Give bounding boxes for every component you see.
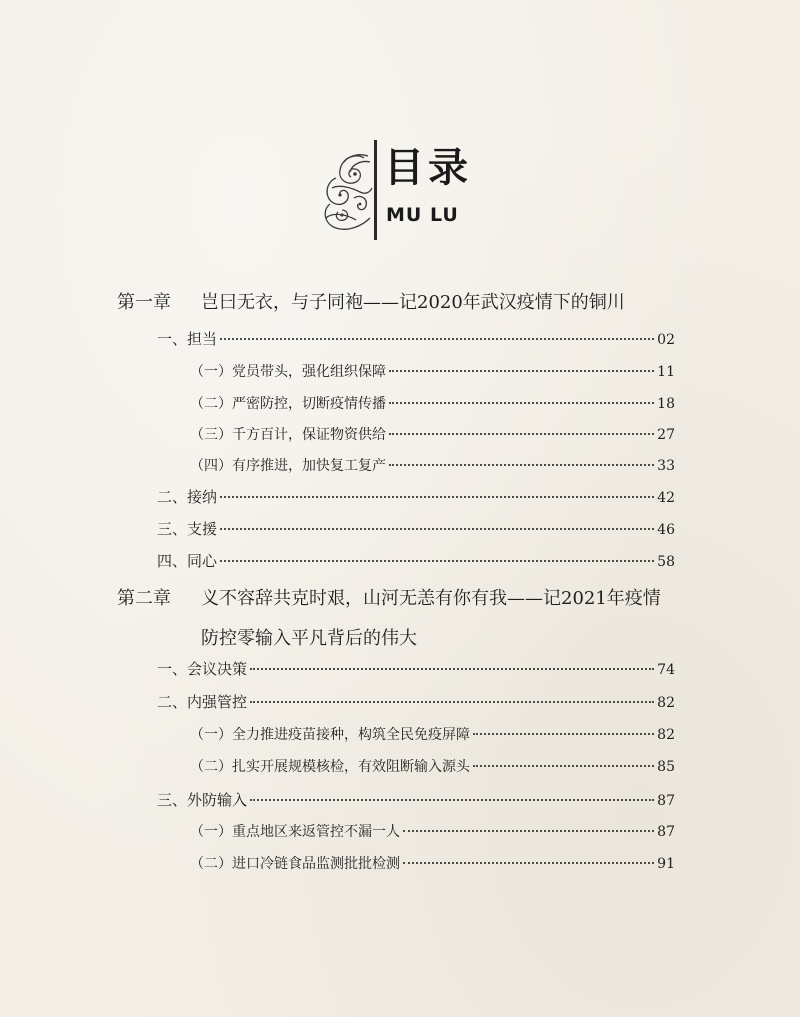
- toc-entry[interactable]: [157, 552, 675, 571]
- cloud-scroll-ornament-icon: [318, 148, 376, 236]
- toc-entry[interactable]: [157, 488, 675, 507]
- leader-dots: [389, 370, 654, 372]
- page-title: 目录: [384, 145, 472, 191]
- leader-dots: [403, 862, 654, 864]
- entry-page-number: 91: [657, 856, 675, 872]
- toc-header: [318, 140, 518, 245]
- entry-label: （一）全力推进疫苗接种，构筑全民免疫屏障: [190, 727, 470, 743]
- toc-entry[interactable]: [157, 520, 675, 539]
- entry-label: 二、内强管控: [157, 693, 248, 711]
- entry-label: （一）党员带头，强化组织保障: [190, 364, 386, 380]
- entry-label: 一、担当: [157, 330, 218, 348]
- entry-page-number: 82: [657, 727, 675, 743]
- leader-dots: [389, 464, 654, 466]
- entry-page-number: 42: [657, 490, 675, 506]
- toc-entry[interactable]: [190, 457, 675, 475]
- leader-dots: [403, 830, 654, 832]
- entry-label: （二）严密防控，切断疫情传播: [190, 396, 386, 412]
- leader-dots: [220, 338, 654, 340]
- entry-label: （二）进口冷链食品监测批批检测: [190, 856, 400, 872]
- entry-label: 三、支援: [157, 520, 218, 538]
- leader-dots: [473, 733, 654, 735]
- chapter-title: 岂曰无衣，与子同袍——记2020年武汉疫情下的铜川: [201, 292, 625, 313]
- entry-page-number: 87: [657, 793, 675, 809]
- leader-dots: [389, 402, 654, 404]
- entry-page-number: 02: [657, 332, 675, 348]
- toc-entry[interactable]: [190, 855, 675, 873]
- entry-page-number: 33: [657, 458, 675, 474]
- toc-entry[interactable]: [190, 726, 675, 744]
- toc-entry[interactable]: [190, 363, 675, 381]
- toc-entry[interactable]: [190, 823, 675, 841]
- entry-page-number: 58: [657, 554, 675, 570]
- entry-page-number: 74: [657, 662, 675, 678]
- leader-dots: [250, 668, 654, 670]
- toc-entry[interactable]: [157, 660, 675, 679]
- toc-entry[interactable]: [157, 693, 675, 712]
- entry-page-number: 46: [657, 522, 675, 538]
- chapter-title-continuation: 防控零输入平凡背后的伟大: [201, 628, 417, 649]
- page-subtitle: MU LU: [386, 204, 459, 226]
- entry-label: （四）有序推进，加快复工复产: [190, 458, 386, 474]
- chapter-number: 第二章: [117, 588, 171, 609]
- leader-dots: [250, 799, 654, 801]
- leader-dots: [473, 765, 654, 767]
- entry-page-number: 82: [657, 695, 675, 711]
- leader-dots: [220, 528, 654, 530]
- entry-label: 一、会议决策: [157, 660, 248, 678]
- chapter-title: 义不容辞共克时艰，山河无恙有你有我——记2021年疫情: [201, 588, 661, 609]
- toc-entry[interactable]: [190, 395, 675, 413]
- header-divider: [374, 140, 377, 240]
- entry-page-number: 85: [657, 759, 675, 775]
- leader-dots: [250, 701, 654, 703]
- entry-label: 三、外防输入: [157, 791, 248, 809]
- entry-page-number: 27: [657, 427, 675, 443]
- chapter-number: 第一章: [117, 292, 171, 313]
- toc-entry[interactable]: [190, 758, 675, 776]
- leader-dots: [389, 433, 654, 435]
- toc-entry[interactable]: [190, 426, 675, 444]
- toc-entry[interactable]: [157, 791, 675, 810]
- entry-label: 二、接纳: [157, 488, 218, 506]
- entry-page-number: 87: [657, 824, 675, 840]
- entry-page-number: 11: [657, 364, 675, 380]
- entry-label: 四、同心: [157, 552, 218, 570]
- leader-dots: [220, 560, 654, 562]
- entry-page-number: 18: [657, 396, 675, 412]
- entry-label: （三）千方百计，保证物资供给: [190, 427, 386, 443]
- chapter-heading[interactable]: [117, 292, 700, 314]
- chapter-heading[interactable]: [117, 588, 700, 610]
- leader-dots: [220, 496, 654, 498]
- entry-label: （一）重点地区来返管控不漏一人: [190, 824, 400, 840]
- entry-label: （二）扎实开展规模核检，有效阻断输入源头: [190, 759, 470, 775]
- toc-entry[interactable]: [157, 330, 675, 349]
